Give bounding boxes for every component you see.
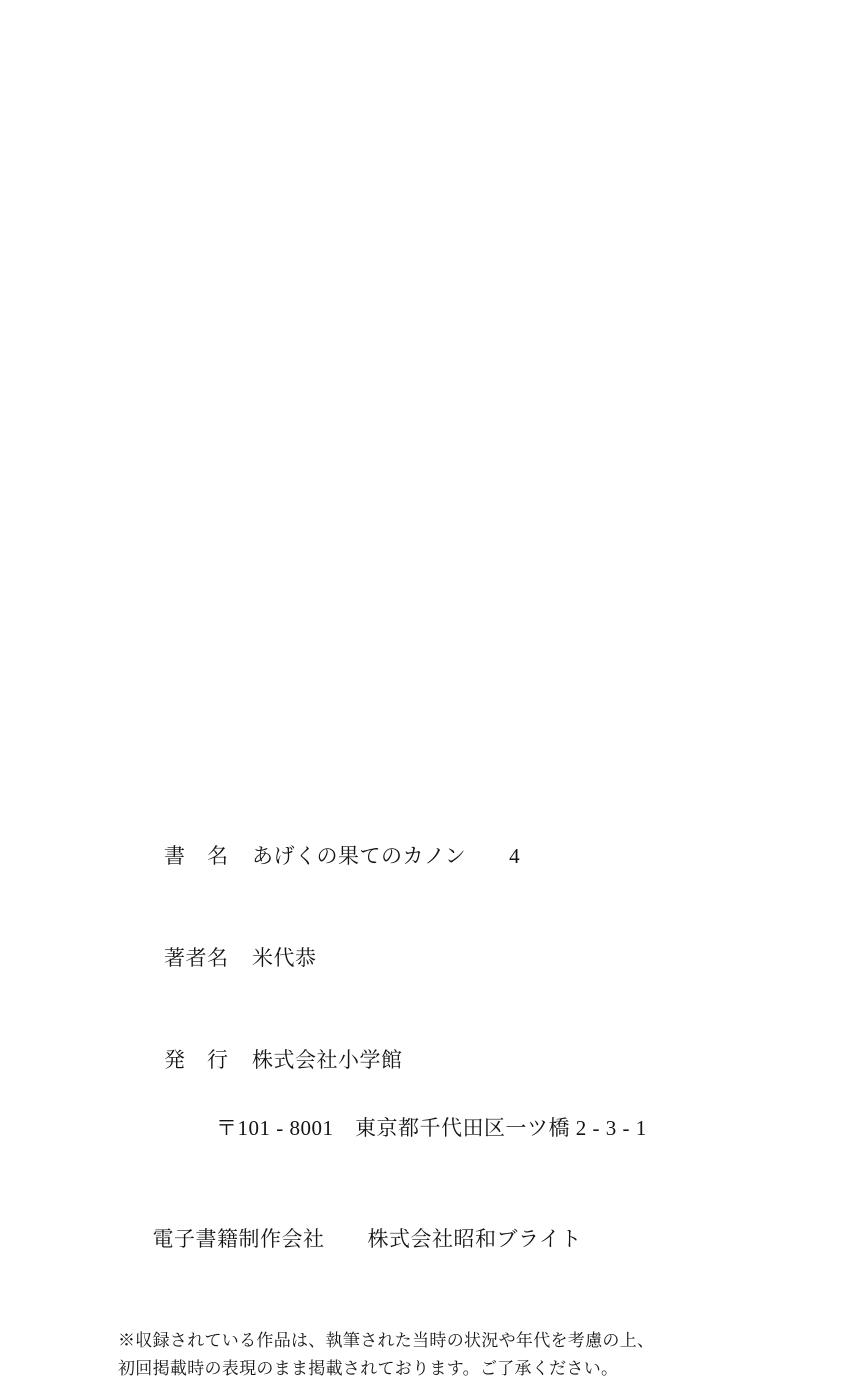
editorial-notice <box>118 1327 778 1383</box>
title-label: 書 名 <box>164 844 229 868</box>
producer-label: 電子書籍制作会社 <box>152 1227 325 1251</box>
author-row <box>118 907 778 1009</box>
author-label: 著者名 <box>164 946 229 970</box>
publisher-value: 株式会社小学館 <box>252 1048 403 1072</box>
editorial-notice-line-1: ※収録されている作品は、執筆された当時の状況や年代を考慮の上、 <box>118 1331 655 1350</box>
author-value: 米代恭 <box>252 946 317 970</box>
publisher-row <box>118 1009 778 1111</box>
producer-value: 株式会社昭和ブライト <box>367 1227 582 1251</box>
editorial-notice-line-2: 初回掲載時の表現のまま掲載されております。ご了承ください。 <box>118 1359 619 1378</box>
title-value: あげくの果てのカノン 4 <box>252 844 521 868</box>
publisher-address: 〒101 - 8001 東京都千代田区一ツ橋 2 - 3 - 1 <box>216 1116 647 1140</box>
title-row <box>118 805 778 907</box>
producer-row <box>118 1191 778 1287</box>
colophon-block <box>118 805 778 1383</box>
publisher-label: 発 行 <box>164 1048 229 1072</box>
publication-details <box>118 805 778 1145</box>
